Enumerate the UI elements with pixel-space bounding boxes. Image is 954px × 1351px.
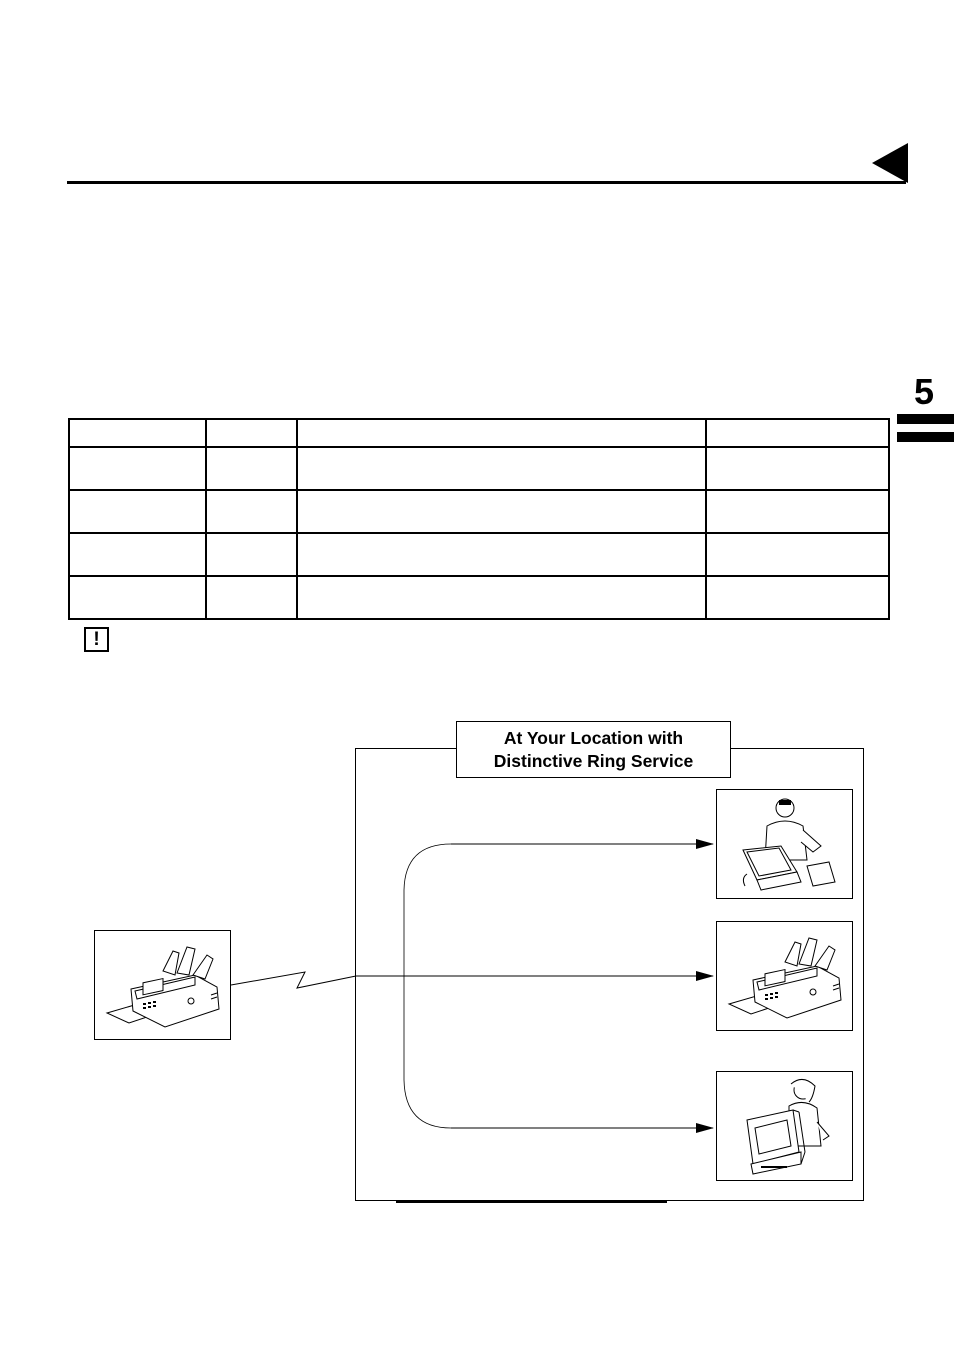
caution-icon: ! xyxy=(84,627,109,652)
fax-machine-icon xyxy=(95,931,232,1041)
computer-user-icon xyxy=(717,790,854,900)
computer-device-frame xyxy=(716,789,853,899)
bottom-rule xyxy=(396,1200,667,1203)
phone-line xyxy=(231,972,356,988)
location-title-line: Distinctive Ring Service xyxy=(493,751,694,771)
terminal-user-icon xyxy=(717,1072,854,1182)
fax-machine-icon xyxy=(717,922,854,1032)
route-branch xyxy=(404,844,451,1128)
fax-device-frame xyxy=(716,921,853,1031)
terminal-device-frame xyxy=(716,1071,853,1181)
location-title-line: At Your Location with xyxy=(503,728,684,748)
remote-fax-frame xyxy=(94,930,231,1040)
chapter-number: 5 xyxy=(913,371,935,412)
